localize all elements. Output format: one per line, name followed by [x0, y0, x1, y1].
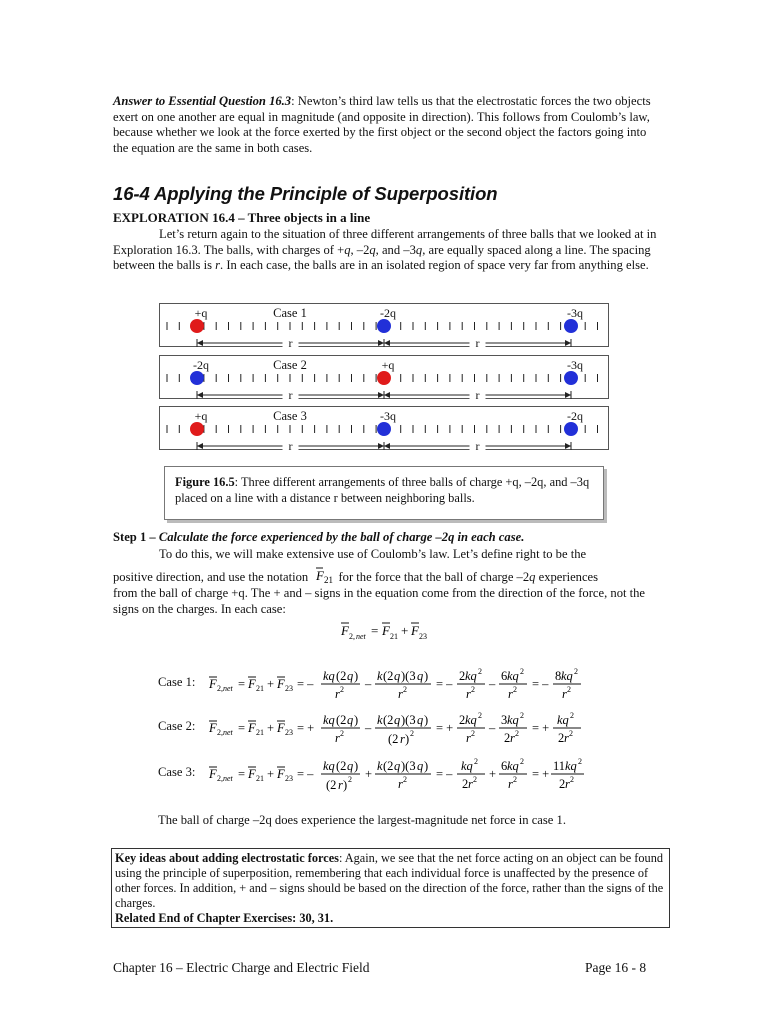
- figure-text: : Three different arrangements of three balls of charge +q, –2q, and –3q placed on a line with a distance r between neighboring balls.: [175, 475, 590, 505]
- arrow-head: [197, 443, 203, 449]
- svg-text:11: 11: [553, 759, 566, 773]
- svg-text:r: r: [508, 777, 513, 791]
- svg-text:2: 2: [473, 775, 477, 784]
- svg-text:23: 23: [285, 728, 293, 737]
- case-2-equation: [205, 704, 585, 753]
- svg-text:= –: = –: [532, 677, 549, 691]
- svg-text:2: 2: [513, 775, 517, 784]
- svg-text:–: –: [489, 721, 496, 735]
- case-3-diagram: [159, 406, 609, 450]
- spacing-label: r: [475, 439, 480, 451]
- intro-text-2: , –2: [350, 242, 370, 257]
- svg-text:F: F: [248, 677, 256, 691]
- charge-ball: [564, 422, 578, 436]
- svg-text:2: 2: [478, 711, 482, 720]
- case-title: Case 1: [273, 306, 307, 320]
- svg-text:+: +: [267, 677, 275, 691]
- arrow-head: [384, 443, 390, 449]
- svg-text:–: –: [365, 721, 372, 735]
- case-title: Case 2: [273, 358, 307, 372]
- svg-text:(2: (2: [383, 759, 394, 773]
- svg-text:2: 2: [340, 685, 344, 694]
- svg-text:23: 23: [285, 774, 293, 783]
- svg-text:F: F: [316, 568, 325, 583]
- svg-text:=: =: [371, 623, 379, 638]
- svg-text:)(3: )(3: [401, 713, 416, 727]
- svg-text:)(3: )(3: [401, 669, 416, 683]
- charge-ball: [190, 319, 204, 333]
- svg-text:–: –: [489, 677, 496, 691]
- svg-text:r: r: [398, 687, 403, 701]
- svg-text:r: r: [562, 687, 567, 701]
- svg-text:8: 8: [555, 669, 562, 683]
- svg-text:kq: kq: [507, 669, 519, 683]
- svg-text:kq: kq: [557, 713, 569, 727]
- svg-text:net: net: [223, 728, 233, 737]
- charge-label: +q: [194, 409, 208, 423]
- svg-text:+: +: [401, 623, 409, 638]
- svg-text:(2: (2: [388, 732, 399, 746]
- svg-text:=: =: [238, 721, 246, 735]
- arrow-head: [378, 443, 384, 449]
- svg-text:2: 2: [474, 757, 478, 766]
- intro-paragraph: [113, 227, 658, 274]
- arrow-head: [384, 340, 390, 346]
- svg-text:): ): [354, 713, 359, 727]
- svg-text:r: r: [338, 778, 343, 792]
- svg-text:q: q: [347, 713, 354, 727]
- arrow-head: [197, 392, 203, 398]
- svg-text:2: 2: [569, 729, 573, 738]
- spacing-label: r: [475, 336, 480, 348]
- svg-text:=: =: [238, 767, 246, 781]
- step1-line-2a: positive direction, and use the notation: [113, 570, 312, 584]
- svg-text:= +: = +: [532, 721, 550, 735]
- svg-text:2: 2: [570, 711, 574, 720]
- svg-text:k: k: [377, 713, 383, 727]
- intro-text-5: . In each case, the balls are in an isolated region of space very far from anything else.: [220, 258, 649, 273]
- svg-text:2: 2: [471, 685, 475, 694]
- svg-text:q: q: [417, 669, 424, 683]
- arrow-head: [378, 340, 384, 346]
- svg-text:2: 2: [515, 729, 519, 738]
- intro-text-4: , are equally spaced along a line. The spacing between the balls is: [113, 242, 651, 273]
- svg-text:r: r: [565, 777, 570, 791]
- key-ideas-text: : Again, we see that the net force acting on an object can be found using the principle of superposition, remembering that each individual force is unaffected by the presence of other forces. In addition, + and – signs should be based on the direction of the force, rather than the signs of the charges.: [115, 851, 664, 910]
- step1-line-2c: q: [529, 570, 536, 584]
- svg-text:): ): [343, 778, 348, 792]
- figure-label: Figure 16.5: [175, 475, 235, 489]
- svg-text:q: q: [347, 669, 354, 683]
- svg-text:r: r: [508, 687, 513, 701]
- charge-ball: [190, 371, 204, 385]
- svg-text:r: r: [466, 731, 471, 745]
- svg-text:2: 2: [520, 667, 524, 676]
- arrow-head: [565, 443, 571, 449]
- charge-label: +q: [381, 358, 395, 372]
- svg-text:r: r: [564, 731, 569, 745]
- svg-text:21: 21: [256, 774, 264, 783]
- charge-label: -2q: [380, 306, 396, 320]
- step1-heading: [113, 530, 524, 545]
- svg-text:)(3: )(3: [401, 759, 416, 773]
- conclusion-text: The ball of charge –2q does experience the largest-magnitude net force in case 1.: [158, 813, 566, 827]
- svg-text:= –: = –: [297, 767, 314, 781]
- svg-text:21: 21: [324, 575, 334, 585]
- svg-text:net: net: [356, 632, 366, 641]
- svg-text:2: 2: [558, 731, 565, 745]
- arrow-head: [565, 392, 571, 398]
- step1-line-3: from the ball of charge +q. The + and – signs in the equation come from the direction of the force, not the signs on the charges. In each case:: [113, 586, 646, 616]
- svg-text:+: +: [267, 721, 275, 735]
- svg-text:q: q: [394, 669, 401, 683]
- svg-text:–: –: [365, 677, 372, 691]
- case-title: Case 3: [273, 409, 307, 423]
- svg-text:+: +: [365, 767, 373, 781]
- step1-title: Calculate the force experienced by the ball of charge –2q in each case.: [155, 530, 525, 544]
- svg-text:21: 21: [390, 632, 398, 641]
- svg-text:): ): [354, 759, 359, 773]
- svg-text:q: q: [417, 713, 424, 727]
- svg-text:F: F: [209, 677, 217, 691]
- svg-text:(2: (2: [336, 669, 347, 683]
- svg-text:): ): [424, 713, 429, 727]
- section-title: 16-4 Applying the Principle of Superposition: [113, 183, 498, 204]
- svg-text:2: 2: [478, 667, 482, 676]
- intro-q-2: q: [369, 242, 376, 257]
- svg-text:r: r: [335, 687, 340, 701]
- svg-text:= +: = +: [297, 721, 315, 735]
- charge-ball: [377, 422, 391, 436]
- svg-text:2: 2: [462, 777, 469, 791]
- spacing-label: r: [288, 388, 293, 400]
- svg-text:k: k: [377, 669, 383, 683]
- case-1-equation: [205, 660, 585, 707]
- svg-text:2: 2: [520, 711, 524, 720]
- svg-text:kq: kq: [461, 759, 473, 773]
- svg-text:r: r: [398, 777, 403, 791]
- charge-ball: [564, 371, 578, 385]
- key-ideas-box: [111, 848, 670, 928]
- charge-label: -3q: [380, 409, 396, 423]
- svg-text:kq: kq: [323, 759, 335, 773]
- svg-text:kq: kq: [507, 759, 519, 773]
- svg-text:2: 2: [520, 757, 524, 766]
- charge-label: +q: [194, 306, 208, 320]
- svg-text:r: r: [400, 732, 405, 746]
- charge-label: -2q: [567, 409, 583, 423]
- svg-text:(2: (2: [383, 669, 394, 683]
- spacing-label: r: [475, 388, 480, 400]
- svg-text:= –: = –: [297, 677, 314, 691]
- svg-text:(2: (2: [336, 759, 347, 773]
- svg-text:2: 2: [570, 775, 574, 784]
- svg-text:=: =: [238, 677, 246, 691]
- case-2-diagram: [159, 355, 609, 399]
- charge-label: -2q: [193, 358, 209, 372]
- svg-text:): ): [424, 759, 429, 773]
- svg-text:= –: = –: [436, 767, 453, 781]
- svg-text:2: 2: [410, 729, 414, 738]
- svg-text:2: 2: [574, 667, 578, 676]
- svg-text:= +: = +: [436, 721, 454, 735]
- charge-ball: [377, 319, 391, 333]
- case-2-label: Case 2:: [158, 719, 196, 733]
- arrow-head: [197, 340, 203, 346]
- svg-text:2: 2: [459, 669, 466, 683]
- svg-text:r: r: [468, 777, 473, 791]
- svg-text:kq: kq: [323, 713, 335, 727]
- charge-label: -3q: [567, 358, 583, 372]
- svg-text:2,: 2,: [217, 684, 223, 693]
- svg-text:6: 6: [501, 669, 508, 683]
- svg-text:2: 2: [471, 729, 475, 738]
- svg-text:3: 3: [501, 713, 508, 727]
- footer-chapter: Chapter 16 – Electric Charge and Electric Field: [113, 960, 370, 975]
- svg-text:23: 23: [285, 684, 293, 693]
- step1-line-1: To do this, we will make extensive use of Coulomb’s law. Let’s define right to be the: [159, 547, 587, 561]
- svg-text:F: F: [277, 721, 285, 735]
- svg-text:F: F: [209, 767, 217, 781]
- case-1-diagram: [159, 303, 609, 347]
- answer-paragraph: [113, 94, 658, 156]
- intro-q-1: q: [344, 242, 351, 257]
- svg-text:(2: (2: [326, 778, 337, 792]
- case-3-equation: [205, 750, 585, 799]
- svg-text:2,: 2,: [349, 632, 355, 641]
- svg-text:F: F: [382, 623, 390, 638]
- step1-line-2d: experiences: [535, 570, 599, 584]
- svg-text:2: 2: [578, 757, 582, 766]
- svg-text:F: F: [209, 721, 217, 735]
- svg-text:21: 21: [256, 728, 264, 737]
- arrow-head: [384, 392, 390, 398]
- case-1-label: Case 1:: [158, 675, 196, 689]
- arrow-head: [565, 340, 571, 346]
- svg-text:+: +: [267, 767, 275, 781]
- svg-text:23: 23: [419, 632, 427, 641]
- charge-ball: [190, 422, 204, 436]
- svg-text:kq: kq: [507, 713, 519, 727]
- case-3-label: Case 3:: [158, 765, 196, 779]
- spacing-label: r: [288, 439, 293, 451]
- svg-text:kq: kq: [465, 713, 477, 727]
- arrow-head: [378, 392, 384, 398]
- svg-text:2: 2: [403, 775, 407, 784]
- charge-ball: [564, 319, 578, 333]
- answer-label: Answer to Essential Question 16.3: [113, 94, 292, 108]
- step1-label: Step 1 –: [113, 530, 156, 544]
- figure-caption: [164, 466, 604, 520]
- svg-text:F: F: [277, 767, 285, 781]
- svg-text:2: 2: [504, 731, 511, 745]
- svg-text:+: +: [489, 767, 497, 781]
- intro-r: r: [215, 258, 221, 273]
- svg-text:2: 2: [403, 685, 407, 694]
- svg-text:net: net: [223, 774, 233, 783]
- step1-line-2b: for the force that the ball of charge –2: [335, 570, 530, 584]
- svg-text:2: 2: [559, 777, 566, 791]
- intro-text-3: , and –3: [375, 242, 416, 257]
- svg-text:r: r: [466, 687, 471, 701]
- answer-text: : Newton’s third law tells us that the electrostatic forces the two objects exert on one another are equal in magnitude (and opposite in direction). This follows from Coulomb’s law, because whether we look at the force exerted by the first object or the second object the factors going into the equation are the same in both cases.: [113, 94, 651, 155]
- charge-ball: [377, 371, 391, 385]
- svg-text:F: F: [248, 721, 256, 735]
- intro-text-1: Let’s return again to the situation of three different arrangements of three balls that we looked at in Exploration 16.3. The balls, with charges of +: [113, 227, 657, 257]
- svg-text:2: 2: [459, 713, 466, 727]
- svg-text:21: 21: [256, 684, 264, 693]
- svg-text:F: F: [277, 677, 285, 691]
- exploration-title: EXPLORATION 16.4 – Three objects in a line: [113, 210, 371, 225]
- svg-text:2: 2: [513, 685, 517, 694]
- superposition-equation: [338, 618, 438, 649]
- svg-text:r: r: [335, 731, 340, 745]
- related-exercises: Related End of Chapter Exercises: 30, 31.: [115, 911, 334, 925]
- spacing-label: r: [288, 336, 293, 348]
- svg-text:kq: kq: [323, 669, 335, 683]
- svg-text:(2: (2: [383, 713, 394, 727]
- intro-q-3: q: [415, 242, 423, 257]
- svg-text:F: F: [411, 623, 419, 638]
- svg-text:q: q: [347, 759, 354, 773]
- svg-text:kq: kq: [565, 759, 577, 773]
- svg-text:net: net: [223, 684, 233, 693]
- svg-text:q: q: [417, 759, 424, 773]
- svg-text:q: q: [394, 759, 401, 773]
- svg-text:2: 2: [348, 775, 352, 784]
- svg-text:kq: kq: [465, 669, 477, 683]
- svg-text:q: q: [394, 713, 401, 727]
- key-ideas-label: Key ideas about adding electrostatic forces: [115, 851, 339, 865]
- svg-text:= –: = –: [436, 677, 453, 691]
- svg-text:F: F: [248, 767, 256, 781]
- svg-text:F: F: [341, 623, 349, 638]
- svg-text:): ): [354, 669, 359, 683]
- svg-text:= +: = +: [532, 767, 550, 781]
- svg-text:2,: 2,: [217, 774, 223, 783]
- svg-text:6: 6: [501, 759, 508, 773]
- svg-text:2,: 2,: [217, 728, 223, 737]
- svg-text:kq: kq: [561, 669, 573, 683]
- svg-text:(2: (2: [336, 713, 347, 727]
- svg-text:r: r: [510, 731, 515, 745]
- svg-text:2: 2: [340, 729, 344, 738]
- svg-text:): ): [405, 732, 410, 746]
- svg-text:k: k: [377, 759, 383, 773]
- charge-label: -3q: [567, 306, 583, 320]
- footer-page: Page 16 - 8: [585, 960, 647, 975]
- svg-text:2: 2: [567, 685, 571, 694]
- svg-text:): ): [424, 669, 429, 683]
